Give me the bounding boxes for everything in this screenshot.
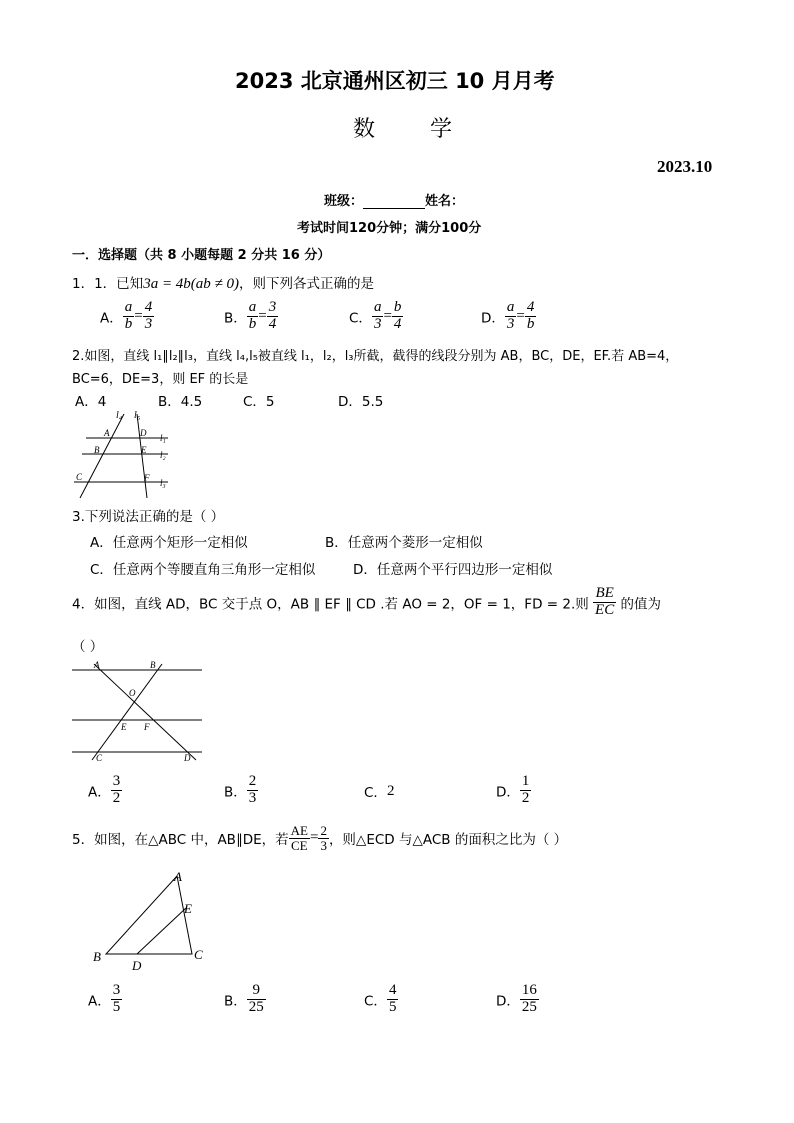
q4-fraction — [593, 586, 616, 619]
fraction — [111, 983, 123, 1016]
q5-option-b[interactable] — [224, 983, 266, 1016]
fraction — [505, 300, 517, 333]
q5-label-b: B — [93, 949, 101, 964]
q4-label-f: F — [144, 722, 150, 732]
exam-date: 2023.10 — [657, 157, 713, 176]
option-label: B． — [224, 784, 247, 801]
q3-option-b[interactable]: B．任意两个菱形一定相似 — [325, 535, 483, 551]
fraction-numerator: 3 — [268, 299, 277, 315]
option-label: A． — [88, 784, 111, 801]
equals-sign: = — [134, 307, 143, 324]
question-2-line1: 2.如图，直线 l₁∥l₂∥l₃，直线 l₄,l₅被直线 l₁，l₂，l₃所截，截得的线段分别为 AB，BC，DE，EF.若 AB=4， — [72, 349, 679, 364]
q5-label-d: D — [132, 958, 142, 973]
fraction-numerator: 16 — [521, 982, 537, 998]
fraction-denominator: 3 — [144, 315, 153, 332]
class-blank[interactable] — [363, 208, 425, 209]
q4-label-o: O — [129, 688, 136, 698]
fraction — [111, 774, 123, 807]
page-title: 2023 北京通州区初三 10 月月考 — [235, 69, 555, 93]
q2-label-a: A — [104, 428, 110, 438]
q5-segment-de — [137, 908, 186, 954]
option-label: C． — [349, 310, 372, 327]
q3-option-c[interactable]: C．任意两个等腰直角三角形一定相似 — [90, 562, 316, 578]
fraction-numerator: 1 — [521, 773, 530, 789]
q2-label-d: D — [140, 428, 147, 438]
fraction-denominator: 5 — [112, 998, 121, 1015]
question-3-stem: 3.下列说法正确的是（ ） — [72, 509, 225, 525]
option-label: B． — [224, 310, 247, 327]
fraction-denominator: 25 — [521, 998, 537, 1015]
fraction-denominator: 3 — [248, 789, 257, 806]
q2-line-l4 — [80, 414, 124, 498]
question-5-stem — [72, 824, 567, 852]
q2-line-l5 — [137, 414, 147, 498]
q5-suffix: ，则△ECD 与△ACB 的面积之比为（ ） — [328, 832, 568, 849]
q5-figure — [88, 866, 218, 974]
fraction — [520, 983, 539, 1016]
q5-equals: = — [309, 829, 319, 846]
q2-label-l3: l₃ — [160, 478, 166, 488]
name-label: 姓名： — [425, 194, 465, 209]
class-name-line — [324, 190, 464, 209]
fraction-numerator: b — [393, 299, 402, 315]
fraction-numerator: 4 — [526, 299, 535, 315]
fraction-numerator: 9 — [247, 983, 266, 1000]
equals-sign: = — [258, 307, 267, 324]
q5-option-a[interactable] — [88, 983, 122, 1016]
q4-frac-den: EC — [595, 601, 615, 618]
q2-option-a[interactable]: A．4 — [75, 394, 107, 410]
fraction-denominator: 5 — [388, 998, 397, 1015]
q2-option-c[interactable]: C．5 — [243, 394, 275, 410]
q4-label-d: D — [184, 753, 191, 763]
q1-condition: 3a = 4b(ab ≠ 0) — [143, 276, 240, 292]
q2-label-f: F — [144, 473, 150, 483]
q5-stem-text: 5．如图，在△ABC 中，AB∥DE，若 — [72, 832, 289, 849]
q2-option-d[interactable]: D．5.5 — [338, 394, 384, 410]
q2-figure — [68, 408, 178, 500]
q4-line-bc — [92, 664, 162, 760]
q5-fraction — [289, 824, 310, 852]
q2-label-e: E — [141, 445, 147, 455]
q1-suffix: ，则下列各式正确的是 — [239, 276, 375, 292]
q5-fraction-value — [318, 824, 329, 852]
option-label: C． — [364, 993, 387, 1010]
q4-option-b[interactable] — [224, 774, 258, 807]
fraction-denominator: 3 — [506, 315, 515, 332]
question-1-stem — [72, 272, 374, 293]
question-2-line2: BC=6，DE=3，则 EF 的长是 — [72, 372, 249, 387]
option-label: C． — [364, 785, 387, 801]
fraction-denominator: 25 — [248, 998, 264, 1015]
q3-option-a[interactable]: A．任意两个矩形一定相似 — [90, 535, 248, 551]
fraction-denominator: 4 — [393, 315, 402, 332]
q4-option-c[interactable] — [364, 781, 394, 801]
option-label: A． — [100, 310, 123, 327]
option-value: 2 — [386, 783, 395, 799]
q2-label-b: B — [94, 445, 100, 455]
fraction — [143, 300, 155, 333]
fraction — [267, 300, 279, 333]
q2-option-b[interactable]: B．4.5 — [158, 394, 203, 410]
q5-frac-eq-num: 2 — [320, 823, 327, 838]
q2-label-l5: l₅ — [134, 410, 141, 421]
q4-suffix: 的值为 — [620, 596, 662, 613]
q5-frac-num: AE — [290, 823, 308, 838]
equals-sign: = — [383, 307, 392, 324]
q1-option-c[interactable] — [349, 300, 403, 333]
fraction — [392, 300, 404, 333]
fraction-numerator: 4 — [144, 299, 153, 315]
fraction-denominator: b — [248, 315, 257, 332]
fraction-denominator: b — [124, 315, 133, 332]
fraction-denominator: b — [526, 315, 535, 332]
q5-label-e: E — [184, 901, 192, 916]
fraction — [372, 300, 384, 333]
q5-option-d[interactable] — [496, 983, 539, 1016]
q3-option-d[interactable]: D．任意两个平行四边形一定相似 — [353, 562, 553, 578]
fraction-numerator: 2 — [248, 773, 257, 789]
q4-frac-num: BE — [593, 586, 616, 603]
fraction — [247, 983, 266, 1016]
fraction — [525, 300, 537, 333]
exam-info: 考试时间120分钟；满分100分 — [297, 221, 482, 236]
q5-label-a: A — [174, 869, 182, 884]
fraction-denominator: 3 — [373, 315, 382, 332]
q4-label-a: A — [94, 660, 100, 670]
fraction — [247, 300, 259, 333]
q1-option-d[interactable] — [481, 300, 536, 333]
subject-title: 数 学 — [353, 117, 476, 142]
section-heading: 一．选择题（共 8 小题每题 2 分共 16 分） — [72, 248, 331, 263]
fraction-denominator: 2 — [112, 789, 121, 806]
q5-option-c[interactable] — [364, 983, 398, 1016]
q2-label-l1: l₁ — [160, 433, 166, 443]
option-label: D． — [496, 993, 520, 1010]
q4-label-e: E — [121, 722, 127, 732]
question-4-stem — [72, 586, 661, 619]
fraction-numerator: 3 — [112, 982, 121, 998]
q4-option-d[interactable] — [496, 774, 531, 807]
fraction-denominator: 4 — [268, 315, 277, 332]
q5-frac-eq-den: 3 — [320, 837, 327, 853]
fraction-numerator: a — [248, 299, 257, 315]
fraction-numerator: a — [373, 299, 382, 315]
fraction-numerator: 3 — [112, 773, 121, 789]
option-label: D． — [496, 784, 520, 801]
class-label: 班级： — [324, 194, 364, 209]
fraction — [247, 774, 259, 807]
q1-option-a[interactable] — [100, 300, 154, 333]
fraction — [387, 983, 399, 1016]
q4-line-ad — [94, 664, 196, 760]
q2-label-l2: l₂ — [160, 450, 166, 460]
q1-option-b[interactable] — [224, 300, 278, 333]
q4-figure — [70, 658, 205, 766]
fraction-numerator: a — [124, 299, 133, 315]
q2-label-c: C — [76, 472, 83, 482]
option-label: A． — [88, 993, 111, 1010]
q5-label-c: C — [194, 947, 203, 962]
option-label: B． — [224, 993, 247, 1010]
q1-prefix: 1．1．已知 — [72, 276, 144, 292]
fraction-denominator: 2 — [521, 789, 530, 806]
q4-label-b: B — [150, 660, 156, 670]
fraction-numerator: 4 — [388, 982, 397, 998]
fraction-numerator: a — [506, 299, 515, 315]
fraction — [520, 774, 532, 807]
q4-label-c: C — [96, 753, 103, 763]
fraction — [123, 300, 135, 333]
q5-frac-den: CE — [290, 837, 308, 853]
q4-option-a[interactable] — [88, 774, 122, 807]
q4-paren: （ ） — [72, 639, 104, 655]
option-label: D． — [481, 310, 505, 327]
q2-label-l4: l₄ — [116, 410, 123, 421]
q4-stem-text: 4．如图，直线 AD，BC 交于点 O，AB ∥ EF ∥ CD .若 AO = 2，OF = 1，FD = 2.则 — [72, 596, 589, 613]
equals-sign: = — [516, 307, 525, 324]
